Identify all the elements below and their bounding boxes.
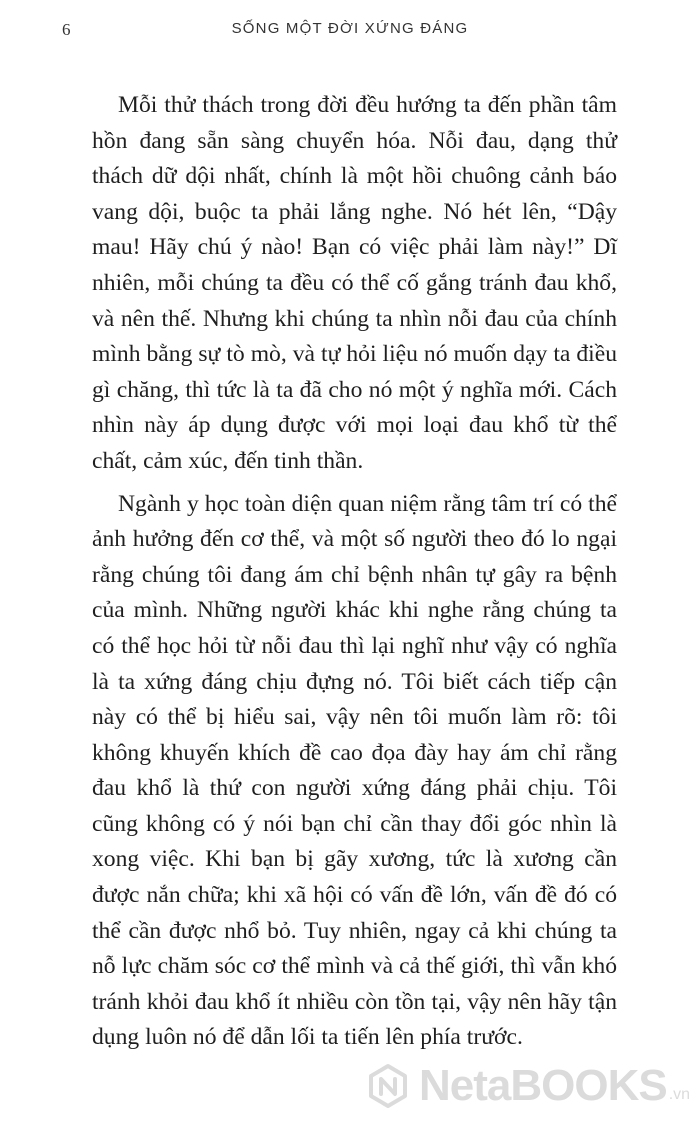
- netabooks-logo-icon: [365, 1063, 411, 1109]
- paragraph-2: Ngành y học toàn diện quan niệm rằng tâm trí có thể ảnh hưởng đến cơ thể, và một số người theo đó lo ngại rằng chúng tôi đang ám chỉ bệnh nhân tự gây ra bệnh của mình. Những người khác khi nghe rằng chúng ta có thể học hỏi từ nỗi đau thì lại nghĩ như vậy có nghĩa là ta xứng đáng chịu đựng nó. Tôi biết cách tiếp cận này có thể bị hiểu sai, vậy nên tôi muốn làm rõ: tôi không khuyến khích đề cao đọa đày hay ám chỉ rằng đau khổ là thứ con người xứng đáng phải chịu. Tôi cũng không có ý nói bạn chỉ cần thay đổi góc nhìn là xong việc. Khi bạn bị gãy xương, tức là xương cần được nắn chữa; khi xã hội có vấn đề lớn, vấn đề đó có thể cần được nhổ bỏ. Tuy nhiên, ngay cả khi chúng ta nỗ lực chăm sóc cơ thể mình và cả thế giới, thì vẫn khó tránh khỏi đau khổ ít nhiều còn tồn tại, vậy nên hãy tận dụng luôn nó để dẫn lối ta tiến lên phía trước.: [92, 490, 617, 1051]
- page-number: 6: [62, 20, 71, 39]
- watermark-suffix: .vn: [668, 1086, 691, 1103]
- watermark: [365, 1058, 695, 1114]
- running-title: SỐNG MỘT ĐỜI XỨNG ĐÁNG: [231, 20, 469, 37]
- body-text: [92, 88, 617, 1056]
- watermark-brand: NetaBOOKS: [419, 1061, 667, 1110]
- page-header: [0, 20, 700, 46]
- paragraph-1: Mỗi thử thách trong đời đều hướng ta đến phần tâm hồn đang sẵn sàng chuyển hóa. Nỗi đau, dạng thử thách dữ dội nhất, chính là một hồi chuông cảnh báo vang dội, buộc ta phải lắng nghe. Nó hét lên, “Dậy mau! Hãy chú ý nào! Bạn có việc phải làm này!” Dĩ nhiên, mỗi chúng ta đều có thể cố gắng tránh đau khổ, và nên thế. Nhưng khi chúng ta nhìn nỗi đau của chính mình bằng sự tò mò, và tự hỏi liệu nó muốn dạy ta điều gì chăng, thì tức là ta đã cho nó một ý nghĩa mới. Cách nhìn này áp dụng được với mọi loại đau khổ từ thể chất, cảm xúc, đến tinh thần.: [92, 92, 617, 474]
